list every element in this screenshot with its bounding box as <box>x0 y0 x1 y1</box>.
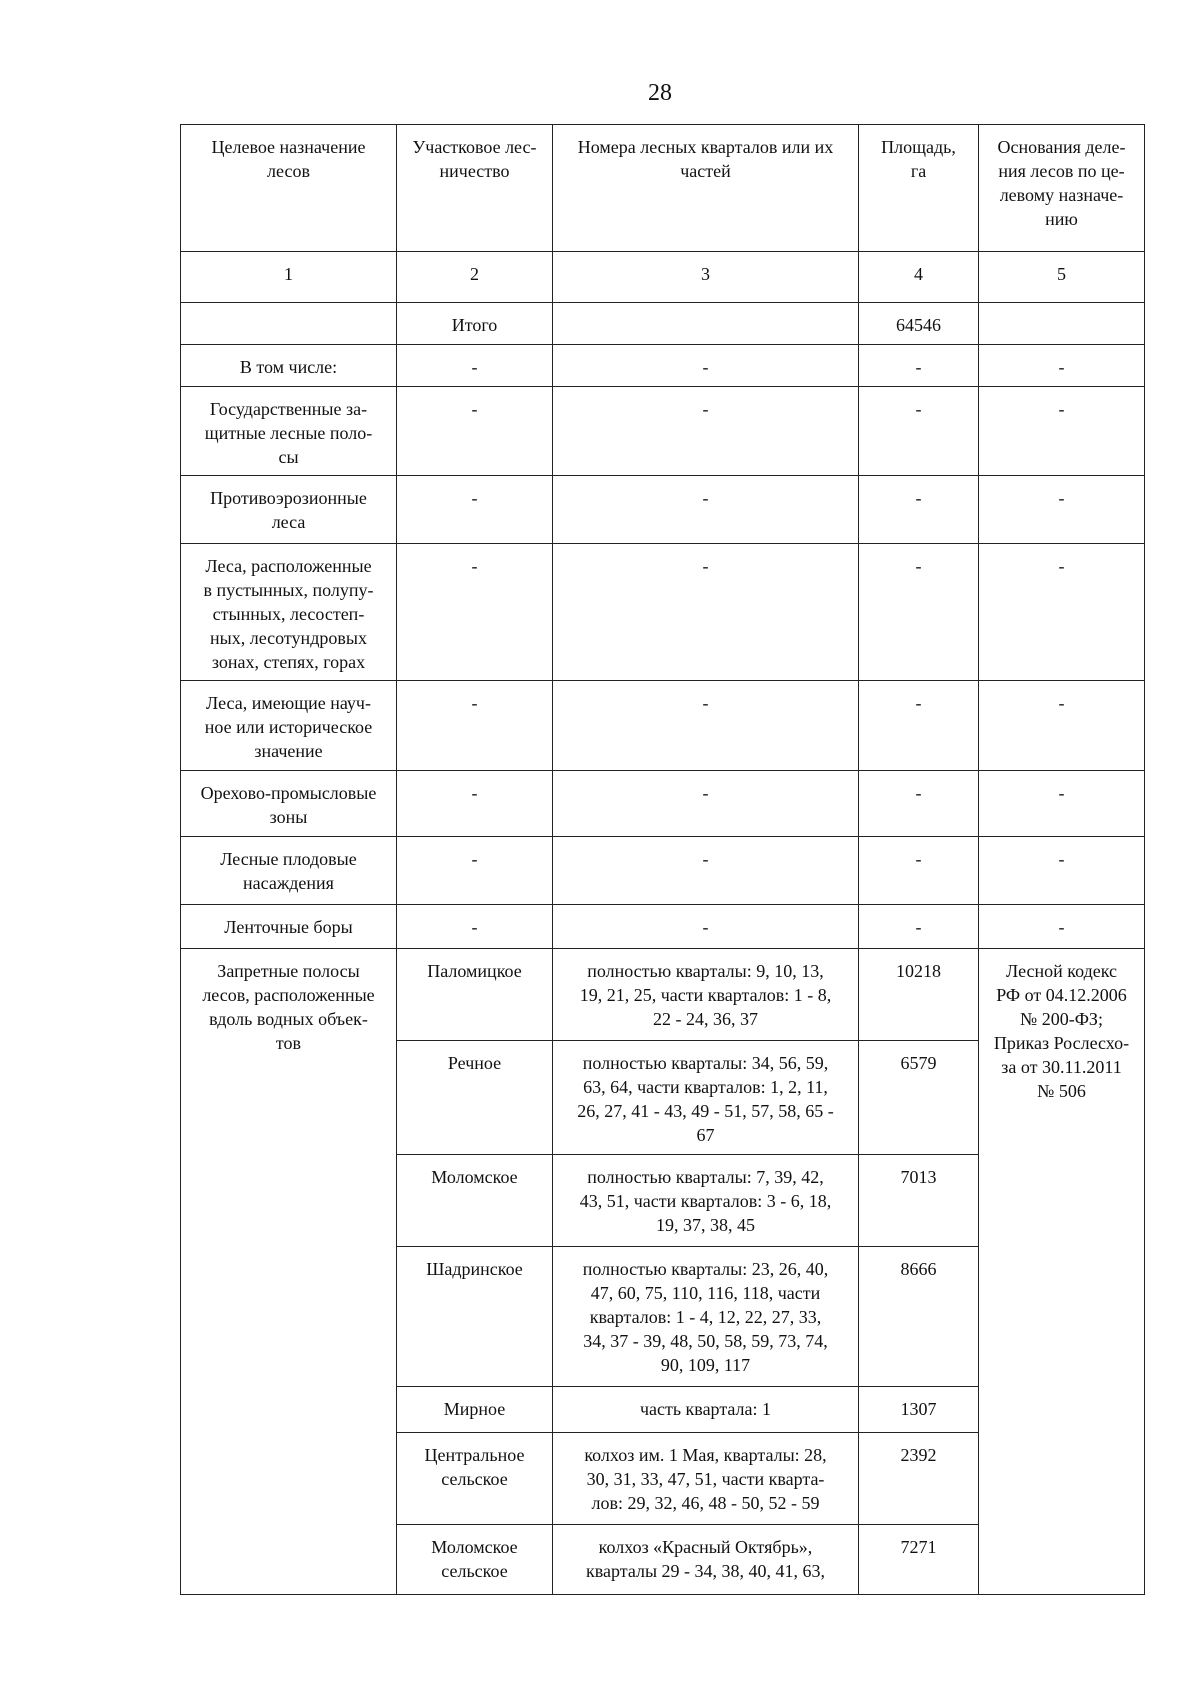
forestry-cell: Моломское сельское <box>397 1525 553 1595</box>
dash-cell: - <box>979 905 1145 949</box>
empty-cell <box>181 303 397 345</box>
quarters-cell: колхоз им. 1 Мая, кварталы: 28, 30, 31, 33, 47, 51, части кварта- лов: 29, 32, 46, 48 - 50, 52 - 59 <box>553 1433 859 1525</box>
forestry-cell: Мирное <box>397 1387 553 1433</box>
dash-cell: - <box>979 476 1145 544</box>
quarters-cell: часть квартала: 1 <box>553 1387 859 1433</box>
dash-cell: - <box>553 387 859 476</box>
dash-cell: - <box>859 771 979 837</box>
total-area: 64546 <box>859 303 979 345</box>
empty-cell <box>553 303 859 345</box>
dash-cell: - <box>397 681 553 771</box>
column-number: 2 <box>397 252 553 303</box>
category-cell: Леса, имеющие науч- ное или историческое значение <box>181 681 397 771</box>
dash-cell: - <box>979 345 1145 387</box>
area-cell: 2392 <box>859 1433 979 1525</box>
column-number: 5 <box>979 252 1145 303</box>
basis-cell: Лесной кодекс РФ от 04.12.2006 № 200-ФЗ; Приказ Рослесхо- за от 30.11.2011 № 506 <box>979 949 1145 1595</box>
total-row <box>181 303 1145 345</box>
category-cell: Леса, расположенные в пустынных, полупу- стынных, лесостеп- ных, лесотундровых зонах, степях, горах <box>181 544 397 681</box>
header-cell: Площадь, га <box>859 125 979 252</box>
quarters-cell: полностью кварталы: 9, 10, 13, 19, 21, 25, части кварталов: 1 - 8, 22 - 24, 36, 37 <box>553 949 859 1041</box>
category-cell: Орехово-промысловые зоны <box>181 771 397 837</box>
area-cell: 6579 <box>859 1041 979 1155</box>
header-cell: Участковое лес- ничество <box>397 125 553 252</box>
dash-cell: - <box>553 345 859 387</box>
forestry-cell: Паломицкое <box>397 949 553 1041</box>
page-number: 28 <box>648 80 672 106</box>
total-label: Итого <box>397 303 553 345</box>
category-cell: Ленточные боры <box>181 905 397 949</box>
quarters-cell: колхоз «Красный Октябрь», кварталы 29 - 34, 38, 40, 41, 63, <box>553 1525 859 1595</box>
empty-cell <box>979 303 1145 345</box>
category-cell: Государственные за- щитные лесные поло- сы <box>181 387 397 476</box>
dash-cell: - <box>397 387 553 476</box>
dash-cell: - <box>397 476 553 544</box>
dash-cell: - <box>859 476 979 544</box>
forestry-cell: Моломское <box>397 1155 553 1247</box>
table-row <box>181 345 1145 387</box>
category-cell: Противоэрозионные леса <box>181 476 397 544</box>
forestry-cell: Шадринское <box>397 1247 553 1387</box>
table-row <box>181 905 1145 949</box>
table-row <box>181 476 1145 544</box>
forest-purpose-table <box>180 124 1145 1595</box>
dash-cell: - <box>397 345 553 387</box>
dash-cell: - <box>553 681 859 771</box>
header-cell: Основания деле- ния лесов по це- левому назначе- нию <box>979 125 1145 252</box>
dash-cell: - <box>979 387 1145 476</box>
dash-cell: - <box>553 544 859 681</box>
dash-cell: - <box>859 345 979 387</box>
dash-cell: - <box>979 544 1145 681</box>
header-cell: Номера лесных кварталов или их частей <box>553 125 859 252</box>
forestry-cell: Центральное сельское <box>397 1433 553 1525</box>
table-row <box>181 544 1145 681</box>
area-cell: 10218 <box>859 949 979 1041</box>
dash-cell: - <box>859 544 979 681</box>
dash-cell: - <box>397 771 553 837</box>
dash-cell: - <box>979 837 1145 905</box>
table-row <box>181 681 1145 771</box>
area-cell: 1307 <box>859 1387 979 1433</box>
area-cell: 8666 <box>859 1247 979 1387</box>
quarters-cell: полностью кварталы: 23, 26, 40, 47, 60, 75, 110, 116, 118, части кварталов: 1 - 4, 12, 22, 27, 33, 34, 37 - 39, 48, 50, 58, 59, 73, 74, 90, 109, 117 <box>553 1247 859 1387</box>
category-cell: Лесные плодовые насаждения <box>181 837 397 905</box>
header-cell: Целевое назначение лесов <box>181 125 397 252</box>
dash-cell: - <box>553 771 859 837</box>
dash-cell: - <box>979 771 1145 837</box>
category-cell: В том числе: <box>181 345 397 387</box>
dash-cell: - <box>553 905 859 949</box>
column-number: 4 <box>859 252 979 303</box>
area-cell: 7013 <box>859 1155 979 1247</box>
column-number: 1 <box>181 252 397 303</box>
quarters-cell: полностью кварталы: 7, 39, 42, 43, 51, части кварталов: 3 - 6, 18, 19, 37, 38, 45 <box>553 1155 859 1247</box>
column-number-row <box>181 252 1145 303</box>
table-row <box>181 949 1145 1041</box>
dash-cell: - <box>553 476 859 544</box>
dash-cell: - <box>859 387 979 476</box>
table-row <box>181 837 1145 905</box>
forestry-cell: Речное <box>397 1041 553 1155</box>
dash-cell: - <box>859 905 979 949</box>
table-row <box>181 771 1145 837</box>
dash-cell: - <box>397 837 553 905</box>
dash-cell: - <box>397 905 553 949</box>
area-cell: 7271 <box>859 1525 979 1595</box>
table-row <box>181 387 1145 476</box>
dash-cell: - <box>859 837 979 905</box>
dash-cell: - <box>859 681 979 771</box>
column-number: 3 <box>553 252 859 303</box>
category-cell: Запретные полосы лесов, расположенные вдоль водных объек- тов <box>181 949 397 1595</box>
dash-cell: - <box>397 544 553 681</box>
dash-cell: - <box>553 837 859 905</box>
header-row <box>181 125 1145 252</box>
quarters-cell: полностью кварталы: 34, 56, 59, 63, 64, части кварталов: 1, 2, 11, 26, 27, 41 - 43, 49 - 51, 57, 58, 65 - 67 <box>553 1041 859 1155</box>
dash-cell: - <box>979 681 1145 771</box>
